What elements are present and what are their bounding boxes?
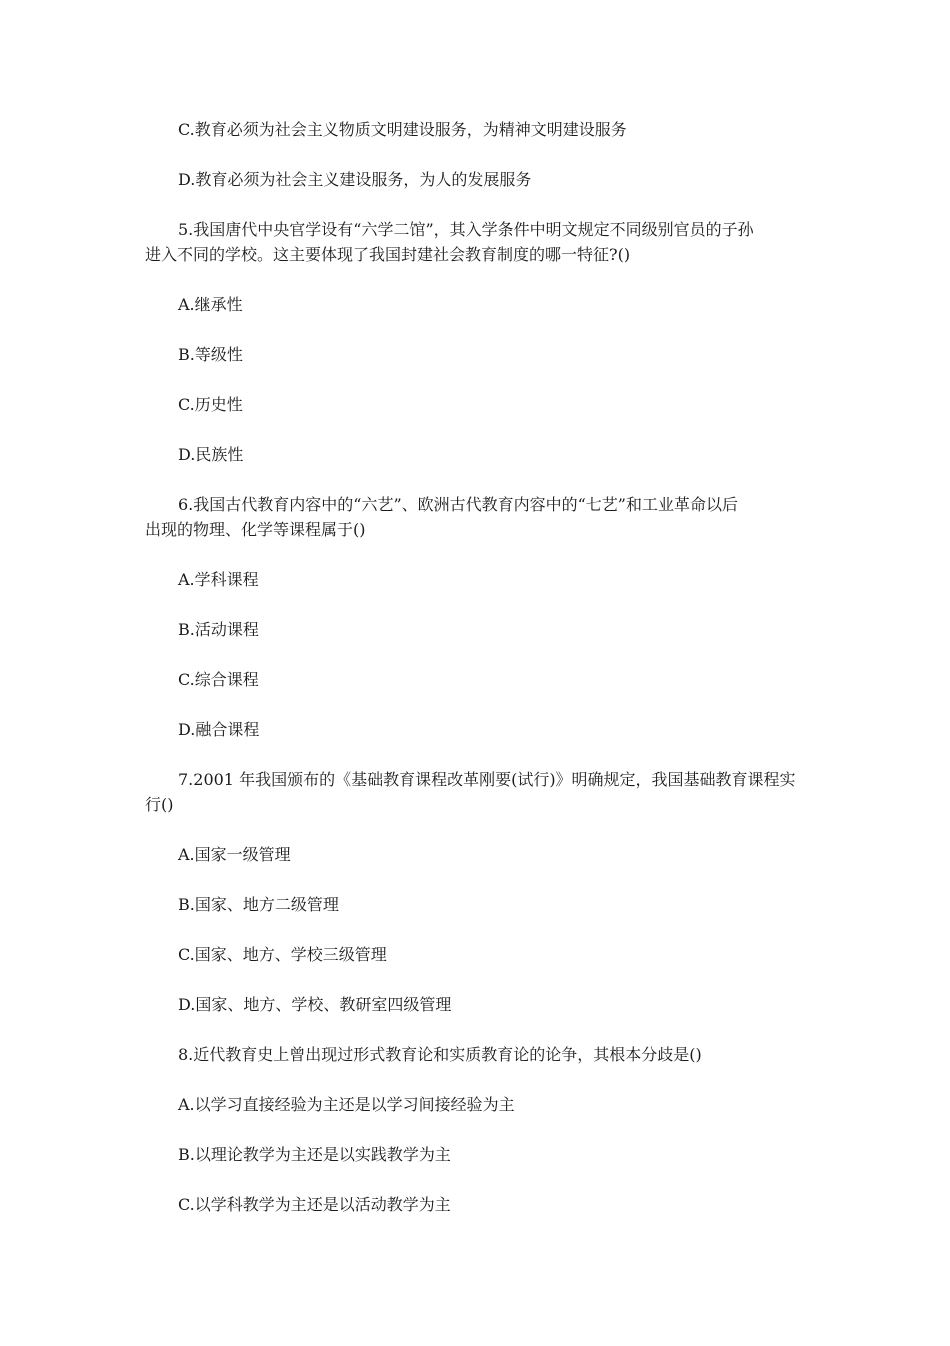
option-c-q6: C.综合课程 xyxy=(178,670,259,689)
option-a-q8: A.以学习直接经验为主还是以学习间接经验为主 xyxy=(178,1095,515,1114)
option-a-q7: A.国家一级管理 xyxy=(178,845,291,864)
option-d-q4: D.教育必须为社会主义建设服务，为人的发展服务 xyxy=(178,170,532,189)
option-d-q5: D.民族性 xyxy=(178,445,244,464)
question-7-continued: 行() xyxy=(145,795,174,814)
option-a-q5: A.继承性 xyxy=(178,295,243,314)
option-c-q5: C.历史性 xyxy=(178,395,243,414)
question-8: 8.近代教育史上曾出现过形式教育论和实质教育论的论争，其根本分歧是() xyxy=(178,1045,702,1064)
question-6-continued: 出现的物理、化学等课程属于() xyxy=(145,520,366,539)
option-d-q7: D.国家、地方、学校、教研室四级管理 xyxy=(178,995,452,1014)
option-c-q8: C.以学科教学为主还是以活动教学为主 xyxy=(178,1195,451,1214)
option-b-q8: B.以理论教学为主还是以实践教学为主 xyxy=(178,1145,451,1164)
option-c-q7: C.国家、地方、学校三级管理 xyxy=(178,945,387,964)
question-5-continued: 进入不同的学校。这主要体现了我国封建社会教育制度的哪一特征?() xyxy=(145,245,631,264)
question-5: 5.我国唐代中央官学设有“六学二馆”，其入学条件中明文规定不同级别官员的子孙 xyxy=(178,220,754,239)
option-c-q4: C.教育必须为社会主义物质文明建设服务，为精神文明建设服务 xyxy=(178,120,627,139)
question-7: 7.2001 年我国颁布的《基础教育课程改革刚要(试行)》明确规定，我国基础教育课程实 xyxy=(178,770,796,789)
option-d-q6: D.融合课程 xyxy=(178,720,260,739)
option-b-q6: B.活动课程 xyxy=(178,620,259,639)
option-b-q7: B.国家、地方二级管理 xyxy=(178,895,339,914)
option-b-q5: B.等级性 xyxy=(178,345,243,364)
question-6: 6.我国古代教育内容中的“六艺”、欧洲古代教育内容中的“七艺”和工业革命以后 xyxy=(178,495,738,514)
option-a-q6: A.学科课程 xyxy=(178,570,259,589)
